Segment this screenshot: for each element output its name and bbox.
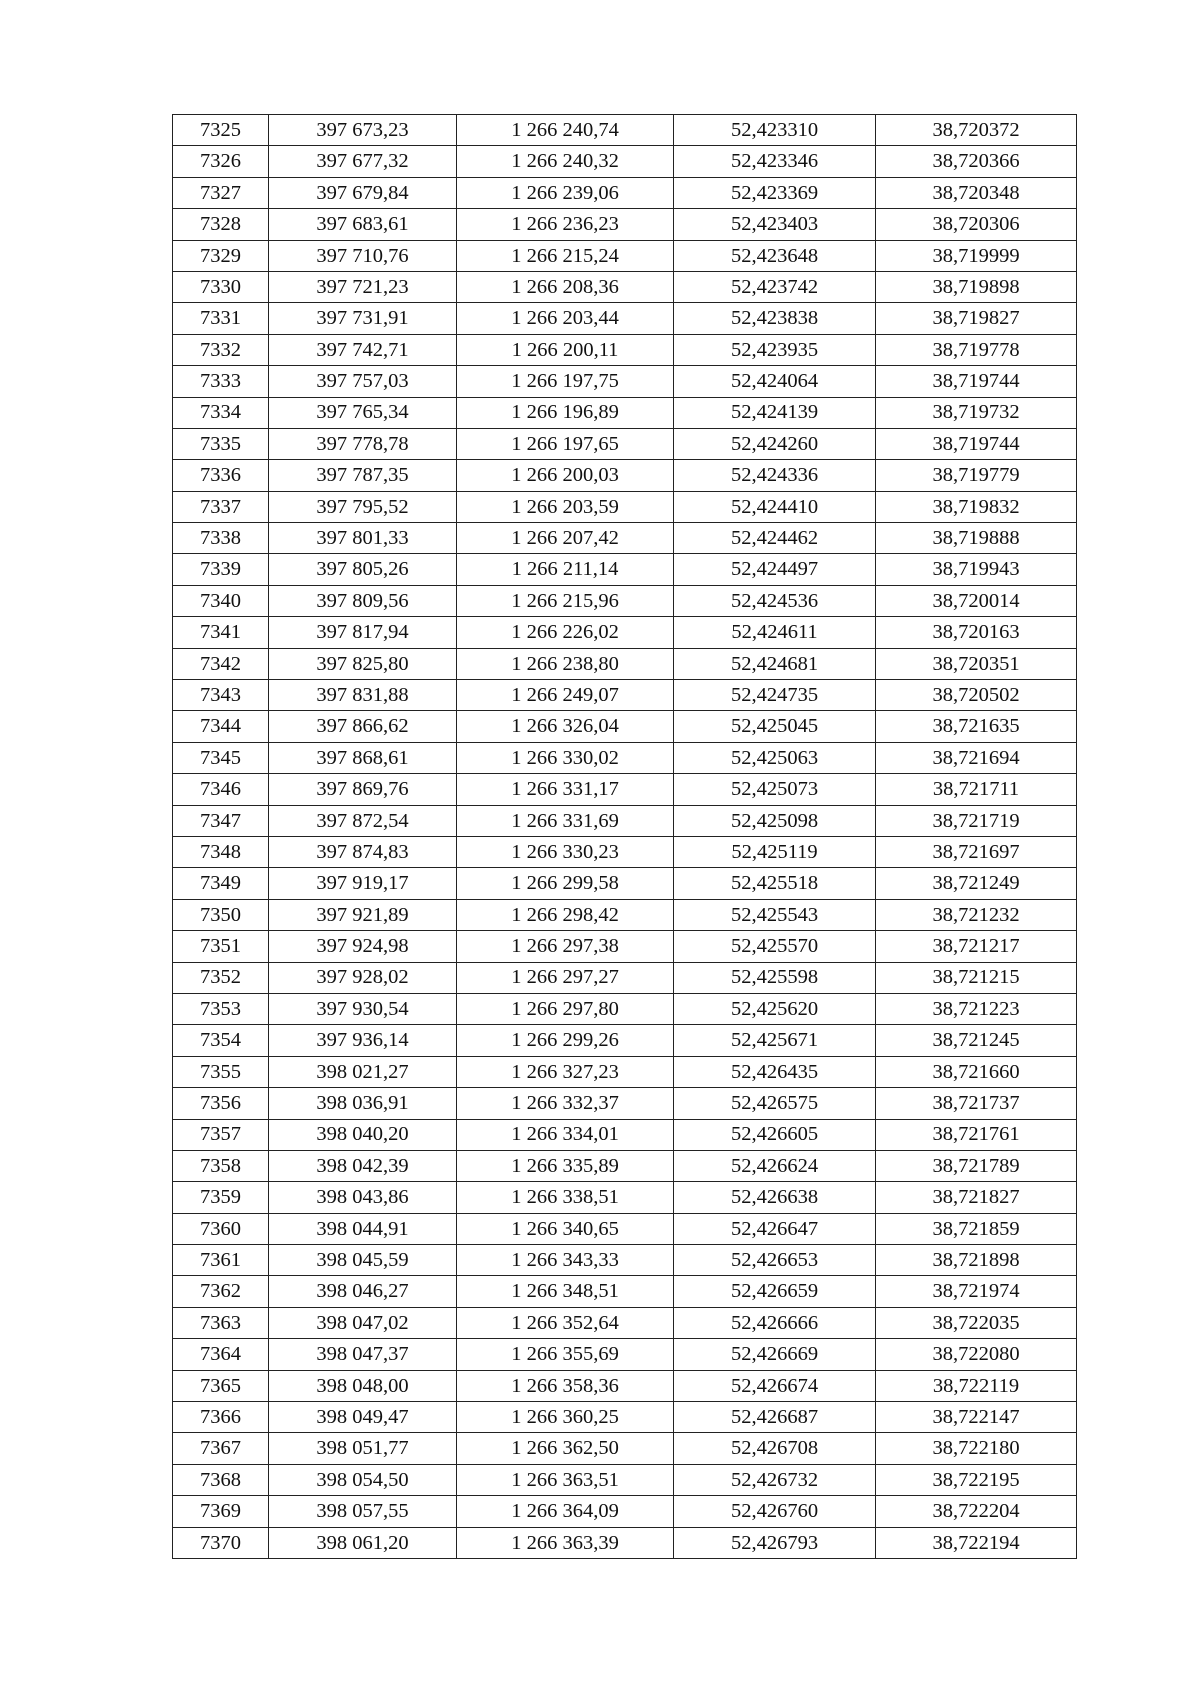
longitude-cell: 38,722035: [876, 1307, 1077, 1338]
y-coordinate-cell: 1 266 331,17: [457, 774, 674, 805]
latitude-cell: 52,423838: [674, 303, 876, 334]
y-coordinate-cell: 1 266 239,06: [457, 177, 674, 208]
table-row: [173, 962, 1077, 993]
longitude-cell: 38,719778: [876, 334, 1077, 365]
y-coordinate-cell: 1 266 297,27: [457, 962, 674, 993]
latitude-cell: 52,424139: [674, 397, 876, 428]
latitude-cell: 52,423369: [674, 177, 876, 208]
longitude-cell: 38,720348: [876, 177, 1077, 208]
table-row: [173, 1182, 1077, 1213]
y-coordinate-cell: 1 266 326,04: [457, 711, 674, 742]
longitude-cell: 38,721827: [876, 1182, 1077, 1213]
longitude-cell: 38,721711: [876, 774, 1077, 805]
x-coordinate-cell: 397 936,14: [269, 1025, 457, 1056]
longitude-cell: 38,719779: [876, 460, 1077, 491]
table-row: [173, 868, 1077, 899]
table-row: [173, 1527, 1077, 1558]
y-coordinate-cell: 1 266 348,51: [457, 1276, 674, 1307]
x-coordinate-cell: 397 924,98: [269, 931, 457, 962]
x-coordinate-cell: 397 787,35: [269, 460, 457, 491]
point-number-cell: 7367: [173, 1433, 269, 1464]
point-number-cell: 7348: [173, 836, 269, 867]
x-coordinate-cell: 397 809,56: [269, 585, 457, 616]
latitude-cell: 52,426669: [674, 1339, 876, 1370]
y-coordinate-cell: 1 266 207,42: [457, 523, 674, 554]
x-coordinate-cell: 398 042,39: [269, 1150, 457, 1181]
table-row: [173, 931, 1077, 962]
latitude-cell: 52,423648: [674, 240, 876, 271]
y-coordinate-cell: 1 266 215,96: [457, 585, 674, 616]
longitude-cell: 38,719999: [876, 240, 1077, 271]
latitude-cell: 52,425119: [674, 836, 876, 867]
longitude-cell: 38,721249: [876, 868, 1077, 899]
y-coordinate-cell: 1 266 331,69: [457, 805, 674, 836]
longitude-cell: 38,719898: [876, 271, 1077, 302]
table-row: [173, 1496, 1077, 1527]
x-coordinate-cell: 397 721,23: [269, 271, 457, 302]
point-number-cell: 7351: [173, 931, 269, 962]
x-coordinate-cell: 397 869,76: [269, 774, 457, 805]
y-coordinate-cell: 1 266 343,33: [457, 1245, 674, 1276]
table-row: [173, 177, 1077, 208]
table-row: [173, 460, 1077, 491]
x-coordinate-cell: 398 054,50: [269, 1464, 457, 1495]
table-row: [173, 1150, 1077, 1181]
point-number-cell: 7328: [173, 209, 269, 240]
longitude-cell: 38,719832: [876, 491, 1077, 522]
longitude-cell: 38,720014: [876, 585, 1077, 616]
longitude-cell: 38,722204: [876, 1496, 1077, 1527]
longitude-cell: 38,721719: [876, 805, 1077, 836]
table-row: [173, 240, 1077, 271]
table-row: [173, 115, 1077, 146]
point-number-cell: 7339: [173, 554, 269, 585]
longitude-cell: 38,721660: [876, 1056, 1077, 1087]
longitude-cell: 38,721223: [876, 993, 1077, 1024]
longitude-cell: 38,721217: [876, 931, 1077, 962]
latitude-cell: 52,423310: [674, 115, 876, 146]
point-number-cell: 7355: [173, 1056, 269, 1087]
table-row: [173, 1433, 1077, 1464]
x-coordinate-cell: 397 817,94: [269, 617, 457, 648]
longitude-cell: 38,720163: [876, 617, 1077, 648]
point-number-cell: 7361: [173, 1245, 269, 1276]
longitude-cell: 38,721215: [876, 962, 1077, 993]
table-row: [173, 617, 1077, 648]
longitude-cell: 38,722194: [876, 1527, 1077, 1558]
y-coordinate-cell: 1 266 197,65: [457, 428, 674, 459]
latitude-cell: 52,426674: [674, 1370, 876, 1401]
y-coordinate-cell: 1 266 215,24: [457, 240, 674, 271]
y-coordinate-cell: 1 266 335,89: [457, 1150, 674, 1181]
latitude-cell: 52,425063: [674, 742, 876, 773]
longitude-cell: 38,721245: [876, 1025, 1077, 1056]
latitude-cell: 52,426624: [674, 1150, 876, 1181]
point-number-cell: 7345: [173, 742, 269, 773]
x-coordinate-cell: 398 045,59: [269, 1245, 457, 1276]
x-coordinate-cell: 397 679,84: [269, 177, 457, 208]
latitude-cell: 52,426647: [674, 1213, 876, 1244]
latitude-cell: 52,425073: [674, 774, 876, 805]
y-coordinate-cell: 1 266 327,23: [457, 1056, 674, 1087]
point-number-cell: 7357: [173, 1119, 269, 1150]
latitude-cell: 52,425045: [674, 711, 876, 742]
longitude-cell: 38,720306: [876, 209, 1077, 240]
latitude-cell: 52,424336: [674, 460, 876, 491]
x-coordinate-cell: 397 930,54: [269, 993, 457, 1024]
y-coordinate-cell: 1 266 196,89: [457, 397, 674, 428]
table-row: [173, 1370, 1077, 1401]
table-row: [173, 993, 1077, 1024]
latitude-cell: 52,426666: [674, 1307, 876, 1338]
y-coordinate-cell: 1 266 352,64: [457, 1307, 674, 1338]
point-number-cell: 7352: [173, 962, 269, 993]
point-number-cell: 7360: [173, 1213, 269, 1244]
point-number-cell: 7364: [173, 1339, 269, 1370]
latitude-cell: 52,426659: [674, 1276, 876, 1307]
latitude-cell: 52,425098: [674, 805, 876, 836]
latitude-cell: 52,426732: [674, 1464, 876, 1495]
point-number-cell: 7336: [173, 460, 269, 491]
longitude-cell: 38,720502: [876, 680, 1077, 711]
latitude-cell: 52,426760: [674, 1496, 876, 1527]
table-row: [173, 1307, 1077, 1338]
y-coordinate-cell: 1 266 332,37: [457, 1088, 674, 1119]
y-coordinate-cell: 1 266 330,02: [457, 742, 674, 773]
x-coordinate-cell: 398 046,27: [269, 1276, 457, 1307]
table-row: [173, 366, 1077, 397]
x-coordinate-cell: 397 801,33: [269, 523, 457, 554]
y-coordinate-cell: 1 266 236,23: [457, 209, 674, 240]
x-coordinate-cell: 397 795,52: [269, 491, 457, 522]
longitude-cell: 38,720366: [876, 146, 1077, 177]
point-number-cell: 7366: [173, 1402, 269, 1433]
y-coordinate-cell: 1 266 297,80: [457, 993, 674, 1024]
longitude-cell: 38,721898: [876, 1245, 1077, 1276]
point-number-cell: 7369: [173, 1496, 269, 1527]
y-coordinate-cell: 1 266 200,03: [457, 460, 674, 491]
longitude-cell: 38,721789: [876, 1150, 1077, 1181]
x-coordinate-cell: 397 710,76: [269, 240, 457, 271]
x-coordinate-cell: 397 921,89: [269, 899, 457, 930]
point-number-cell: 7344: [173, 711, 269, 742]
longitude-cell: 38,719744: [876, 428, 1077, 459]
longitude-cell: 38,720372: [876, 115, 1077, 146]
point-number-cell: 7326: [173, 146, 269, 177]
x-coordinate-cell: 397 874,83: [269, 836, 457, 867]
latitude-cell: 52,425570: [674, 931, 876, 962]
longitude-cell: 38,721737: [876, 1088, 1077, 1119]
x-coordinate-cell: 397 825,80: [269, 648, 457, 679]
table-row: [173, 334, 1077, 365]
point-number-cell: 7356: [173, 1088, 269, 1119]
latitude-cell: 52,423403: [674, 209, 876, 240]
latitude-cell: 52,424735: [674, 680, 876, 711]
x-coordinate-cell: 398 049,47: [269, 1402, 457, 1433]
point-number-cell: 7338: [173, 523, 269, 554]
x-coordinate-cell: 398 061,20: [269, 1527, 457, 1558]
table-row: [173, 271, 1077, 302]
x-coordinate-cell: 398 057,55: [269, 1496, 457, 1527]
latitude-cell: 52,423346: [674, 146, 876, 177]
x-coordinate-cell: 398 043,86: [269, 1182, 457, 1213]
longitude-cell: 38,721974: [876, 1276, 1077, 1307]
table-row: [173, 146, 1077, 177]
y-coordinate-cell: 1 266 330,23: [457, 836, 674, 867]
point-number-cell: 7350: [173, 899, 269, 930]
latitude-cell: 52,426605: [674, 1119, 876, 1150]
point-number-cell: 7349: [173, 868, 269, 899]
x-coordinate-cell: 397 677,32: [269, 146, 457, 177]
latitude-cell: 52,423742: [674, 271, 876, 302]
table-row: [173, 805, 1077, 836]
table-row: [173, 836, 1077, 867]
y-coordinate-cell: 1 266 360,25: [457, 1402, 674, 1433]
longitude-cell: 38,721859: [876, 1213, 1077, 1244]
table-row: [173, 554, 1077, 585]
x-coordinate-cell: 397 778,78: [269, 428, 457, 459]
x-coordinate-cell: 397 742,71: [269, 334, 457, 365]
latitude-cell: 52,425620: [674, 993, 876, 1024]
y-coordinate-cell: 1 266 240,32: [457, 146, 674, 177]
x-coordinate-cell: 397 683,61: [269, 209, 457, 240]
longitude-cell: 38,719888: [876, 523, 1077, 554]
x-coordinate-cell: 398 040,20: [269, 1119, 457, 1150]
x-coordinate-cell: 398 047,37: [269, 1339, 457, 1370]
y-coordinate-cell: 1 266 299,26: [457, 1025, 674, 1056]
x-coordinate-cell: 397 866,62: [269, 711, 457, 742]
latitude-cell: 52,425543: [674, 899, 876, 930]
longitude-cell: 38,720351: [876, 648, 1077, 679]
y-coordinate-cell: 1 266 358,36: [457, 1370, 674, 1401]
longitude-cell: 38,721761: [876, 1119, 1077, 1150]
longitude-cell: 38,719744: [876, 366, 1077, 397]
latitude-cell: 52,424410: [674, 491, 876, 522]
y-coordinate-cell: 1 266 334,01: [457, 1119, 674, 1150]
longitude-cell: 38,721697: [876, 836, 1077, 867]
y-coordinate-cell: 1 266 362,50: [457, 1433, 674, 1464]
table-row: [173, 1056, 1077, 1087]
y-coordinate-cell: 1 266 355,69: [457, 1339, 674, 1370]
y-coordinate-cell: 1 266 203,59: [457, 491, 674, 522]
table-row: [173, 397, 1077, 428]
table-row: [173, 1213, 1077, 1244]
y-coordinate-cell: 1 266 249,07: [457, 680, 674, 711]
table-row: [173, 1245, 1077, 1276]
y-coordinate-cell: 1 266 363,51: [457, 1464, 674, 1495]
point-number-cell: 7341: [173, 617, 269, 648]
longitude-cell: 38,719827: [876, 303, 1077, 334]
x-coordinate-cell: 397 868,61: [269, 742, 457, 773]
table-row: [173, 209, 1077, 240]
point-number-cell: 7325: [173, 115, 269, 146]
table-row: [173, 491, 1077, 522]
point-number-cell: 7337: [173, 491, 269, 522]
y-coordinate-cell: 1 266 197,75: [457, 366, 674, 397]
point-number-cell: 7354: [173, 1025, 269, 1056]
table-row: [173, 648, 1077, 679]
latitude-cell: 52,424536: [674, 585, 876, 616]
latitude-cell: 52,426793: [674, 1527, 876, 1558]
y-coordinate-cell: 1 266 203,44: [457, 303, 674, 334]
y-coordinate-cell: 1 266 211,14: [457, 554, 674, 585]
point-number-cell: 7365: [173, 1370, 269, 1401]
coordinates-table-body: [173, 115, 1077, 1559]
y-coordinate-cell: 1 266 200,11: [457, 334, 674, 365]
point-number-cell: 7358: [173, 1150, 269, 1181]
x-coordinate-cell: 398 048,00: [269, 1370, 457, 1401]
y-coordinate-cell: 1 266 298,42: [457, 899, 674, 930]
point-number-cell: 7362: [173, 1276, 269, 1307]
longitude-cell: 38,722147: [876, 1402, 1077, 1433]
point-number-cell: 7359: [173, 1182, 269, 1213]
x-coordinate-cell: 397 673,23: [269, 115, 457, 146]
point-number-cell: 7329: [173, 240, 269, 271]
x-coordinate-cell: 397 872,54: [269, 805, 457, 836]
x-coordinate-cell: 398 047,02: [269, 1307, 457, 1338]
x-coordinate-cell: 398 044,91: [269, 1213, 457, 1244]
longitude-cell: 38,719943: [876, 554, 1077, 585]
latitude-cell: 52,424462: [674, 523, 876, 554]
y-coordinate-cell: 1 266 297,38: [457, 931, 674, 962]
table-row: [173, 1025, 1077, 1056]
point-number-cell: 7363: [173, 1307, 269, 1338]
x-coordinate-cell: 397 805,26: [269, 554, 457, 585]
latitude-cell: 52,425598: [674, 962, 876, 993]
x-coordinate-cell: 397 765,34: [269, 397, 457, 428]
latitude-cell: 52,426435: [674, 1056, 876, 1087]
point-number-cell: 7342: [173, 648, 269, 679]
table-row: [173, 899, 1077, 930]
table-row: [173, 774, 1077, 805]
table-row: [173, 523, 1077, 554]
longitude-cell: 38,719732: [876, 397, 1077, 428]
latitude-cell: 52,426653: [674, 1245, 876, 1276]
x-coordinate-cell: 397 757,03: [269, 366, 457, 397]
point-number-cell: 7327: [173, 177, 269, 208]
x-coordinate-cell: 397 731,91: [269, 303, 457, 334]
y-coordinate-cell: 1 266 363,39: [457, 1527, 674, 1558]
table-row: [173, 1339, 1077, 1370]
table-row: [173, 1402, 1077, 1433]
x-coordinate-cell: 397 831,88: [269, 680, 457, 711]
x-coordinate-cell: 398 051,77: [269, 1433, 457, 1464]
table-row: [173, 303, 1077, 334]
table-row: [173, 742, 1077, 773]
table-row: [173, 680, 1077, 711]
y-coordinate-cell: 1 266 340,65: [457, 1213, 674, 1244]
longitude-cell: 38,722180: [876, 1433, 1077, 1464]
table-row: [173, 1088, 1077, 1119]
point-number-cell: 7343: [173, 680, 269, 711]
point-number-cell: 7353: [173, 993, 269, 1024]
y-coordinate-cell: 1 266 208,36: [457, 271, 674, 302]
longitude-cell: 38,722080: [876, 1339, 1077, 1370]
table-row: [173, 711, 1077, 742]
x-coordinate-cell: 398 021,27: [269, 1056, 457, 1087]
latitude-cell: 52,424497: [674, 554, 876, 585]
y-coordinate-cell: 1 266 299,58: [457, 868, 674, 899]
longitude-cell: 38,721694: [876, 742, 1077, 773]
point-number-cell: 7346: [173, 774, 269, 805]
longitude-cell: 38,721232: [876, 899, 1077, 930]
longitude-cell: 38,722119: [876, 1370, 1077, 1401]
x-coordinate-cell: 397 919,17: [269, 868, 457, 899]
y-coordinate-cell: 1 266 338,51: [457, 1182, 674, 1213]
x-coordinate-cell: 398 036,91: [269, 1088, 457, 1119]
latitude-cell: 52,424611: [674, 617, 876, 648]
latitude-cell: 52,424681: [674, 648, 876, 679]
x-coordinate-cell: 397 928,02: [269, 962, 457, 993]
y-coordinate-cell: 1 266 238,80: [457, 648, 674, 679]
point-number-cell: 7340: [173, 585, 269, 616]
y-coordinate-cell: 1 266 364,09: [457, 1496, 674, 1527]
point-number-cell: 7332: [173, 334, 269, 365]
point-number-cell: 7347: [173, 805, 269, 836]
latitude-cell: 52,425518: [674, 868, 876, 899]
point-number-cell: 7334: [173, 397, 269, 428]
point-number-cell: 7330: [173, 271, 269, 302]
point-number-cell: 7335: [173, 428, 269, 459]
longitude-cell: 38,722195: [876, 1464, 1077, 1495]
latitude-cell: 52,426687: [674, 1402, 876, 1433]
latitude-cell: 52,426575: [674, 1088, 876, 1119]
longitude-cell: 38,721635: [876, 711, 1077, 742]
latitude-cell: 52,423935: [674, 334, 876, 365]
point-number-cell: 7370: [173, 1527, 269, 1558]
coordinates-table: [172, 114, 1077, 1559]
latitude-cell: 52,425671: [674, 1025, 876, 1056]
table-row: [173, 1464, 1077, 1495]
point-number-cell: 7333: [173, 366, 269, 397]
table-row: [173, 1119, 1077, 1150]
latitude-cell: 52,426638: [674, 1182, 876, 1213]
latitude-cell: 52,424260: [674, 428, 876, 459]
latitude-cell: 52,426708: [674, 1433, 876, 1464]
point-number-cell: 7368: [173, 1464, 269, 1495]
y-coordinate-cell: 1 266 240,74: [457, 115, 674, 146]
table-row: [173, 585, 1077, 616]
table-row: [173, 1276, 1077, 1307]
y-coordinate-cell: 1 266 226,02: [457, 617, 674, 648]
table-row: [173, 428, 1077, 459]
point-number-cell: 7331: [173, 303, 269, 334]
latitude-cell: 52,424064: [674, 366, 876, 397]
